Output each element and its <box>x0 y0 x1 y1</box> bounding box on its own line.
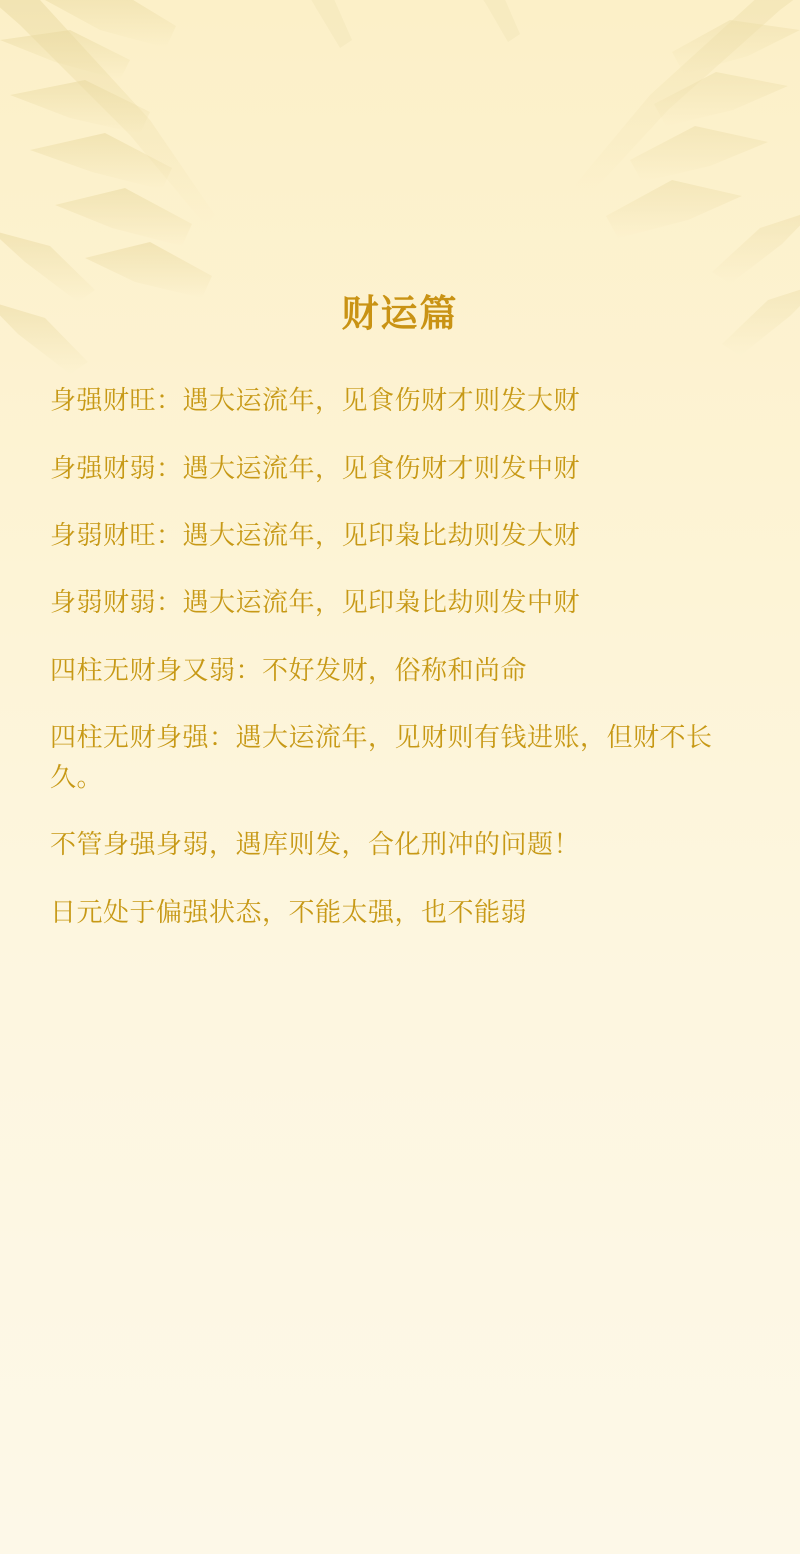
paragraph-list <box>50 380 750 932</box>
list-item: 四柱无财身又弱：不好发财，俗称和尚命 <box>50 654 528 685</box>
list-item: 日元处于偏强状态，不能太强，也不能弱 <box>50 896 528 927</box>
list-item: 身强财旺：遇大运流年，见食伤财才则发大财 <box>50 385 581 416</box>
list-item: 四柱无财身强：遇大运流年，见财则有钱进账，但财不长久。 <box>50 721 713 793</box>
list-item: 不管身强身弱，遇库则发，合化刑冲的问题！ <box>50 829 581 860</box>
list-item: 身强财弱：遇大运流年，见食伤财才则发中财 <box>50 452 581 483</box>
page-title: 财运篇 <box>341 293 459 334</box>
list-item: 身弱财旺：遇大运流年，见印枭比劫则发大财 <box>50 519 581 550</box>
list-item: 身弱财弱：遇大运流年，见印枭比劫则发中财 <box>50 587 581 618</box>
